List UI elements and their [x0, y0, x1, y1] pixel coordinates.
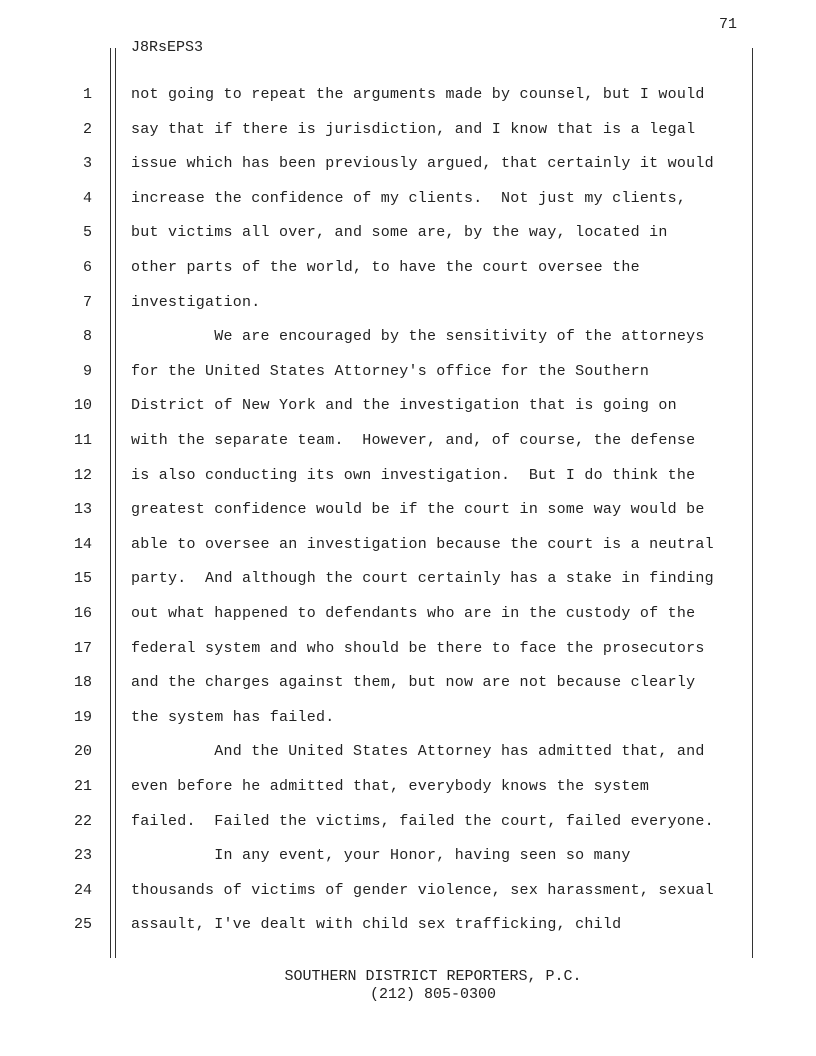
transcript-line: assault, I've dealt with child sex trafficking, child	[131, 916, 622, 933]
transcript-line: failed. Failed the victims, failed the court, failed everyone.	[131, 813, 714, 830]
line-number: 21	[73, 778, 92, 795]
page-number: 71	[719, 16, 738, 33]
line-number: 12	[73, 467, 92, 484]
transcript-line: the system has failed.	[131, 709, 335, 726]
footer-company: SOUTHERN DISTRICT REPORTERS, P.C.	[284, 968, 582, 985]
transcript-line: We are encouraged by the sensitivity of the attorneys	[131, 328, 705, 345]
transcript-line: not going to repeat the arguments made by counsel, but I would	[131, 86, 705, 103]
left-margin-rule-outer	[110, 48, 111, 958]
footer-phone: (212) 805-0300	[369, 986, 497, 1003]
line-number: 11	[73, 432, 92, 449]
line-number: 22	[73, 813, 92, 830]
line-number: 3	[82, 155, 92, 172]
line-number: 19	[73, 709, 92, 726]
line-number: 14	[73, 536, 92, 553]
transcript-line: increase the confidence of my clients. Not just my clients,	[131, 190, 687, 207]
transcript-line: out what happened to defendants who are in the custody of the	[131, 605, 696, 622]
line-number: 7	[82, 294, 92, 311]
line-number: 5	[82, 224, 92, 241]
line-number: 18	[73, 674, 92, 691]
transcript-line: issue which has been previously argued, that certainly it would	[131, 155, 714, 172]
transcript-line: thousands of victims of gender violence, sex harassment, sexual	[131, 882, 714, 899]
transcript-line: District of New York and the investigation that is going on	[131, 397, 677, 414]
transcript-line: even before he admitted that, everybody knows the system	[131, 778, 650, 795]
header-id: J8RsEPS3	[131, 39, 204, 56]
footer	[0, 968, 816, 1004]
transcript-line: and the charges against them, but now are not because clearly	[131, 674, 696, 691]
line-number: 9	[82, 363, 92, 380]
line-number: 25	[73, 916, 92, 933]
transcript-line: In any event, your Honor, having seen so many	[131, 847, 631, 864]
line-number: 10	[73, 397, 92, 414]
transcript-line: investigation.	[131, 294, 261, 311]
line-number: 2	[82, 121, 92, 138]
line-number: 23	[73, 847, 92, 864]
right-margin-rule	[752, 48, 753, 958]
line-number: 24	[73, 882, 92, 899]
line-number: 6	[82, 259, 92, 276]
transcript-line: but victims all over, and some are, by the way, located in	[131, 224, 668, 241]
transcript-line: is also conducting its own investigation. But I do think the	[131, 467, 696, 484]
transcript-line: say that if there is jurisdiction, and I know that is a legal	[131, 121, 696, 138]
transcript-line: able to oversee an investigation because the court is a neutral	[131, 536, 714, 553]
transcript-line: And the United States Attorney has admitted that, and	[131, 743, 705, 760]
transcript-line: for the United States Attorney's office for the Southern	[131, 363, 650, 380]
transcript-line: party. And although the court certainly has a stake in finding	[131, 570, 714, 587]
line-number: 13	[73, 501, 92, 518]
line-number: 8	[82, 328, 92, 345]
line-number: 15	[73, 570, 92, 587]
transcript-line: federal system and who should be there to face the prosecutors	[131, 640, 705, 657]
transcript-line: with the separate team. However, and, of course, the defense	[131, 432, 696, 449]
line-number: 20	[73, 743, 92, 760]
left-margin-rule-inner	[115, 48, 116, 958]
transcript-line: other parts of the world, to have the court oversee the	[131, 259, 640, 276]
transcript-line: greatest confidence would be if the court in some way would be	[131, 501, 705, 518]
line-number: 4	[82, 190, 92, 207]
line-number: 16	[73, 605, 92, 622]
line-number: 1	[82, 86, 92, 103]
line-number: 17	[73, 640, 92, 657]
